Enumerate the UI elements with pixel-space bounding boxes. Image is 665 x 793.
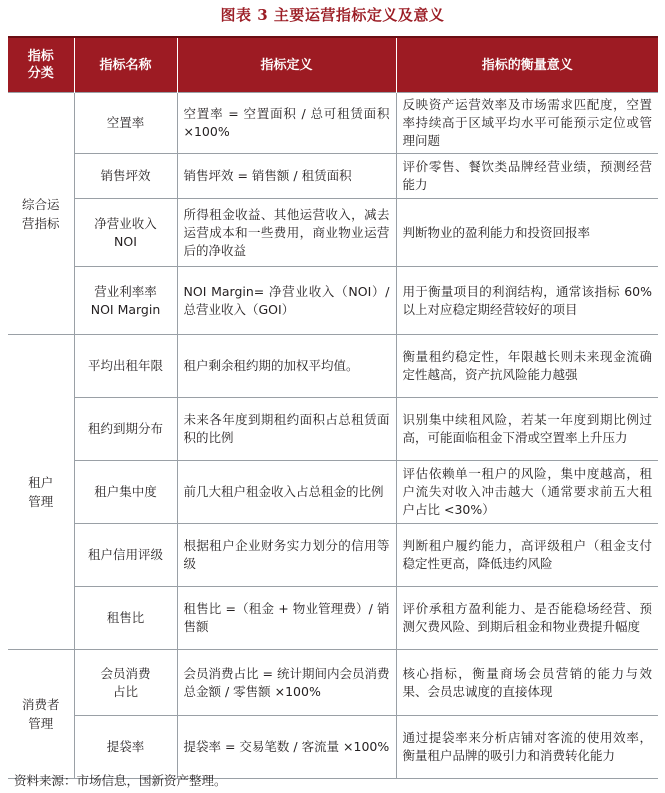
metric-definition: 空置率 = 空置面积 / 总可租赁面积 ×100% xyxy=(177,93,396,154)
metric-significance: 评价零售、餐饮类品牌经营业绩，预测经营能力 xyxy=(396,154,658,199)
category-cell: 综合运 营指标 xyxy=(8,93,74,335)
metric-definition: 销售坪效 = 销售额 / 租赁面积 xyxy=(177,154,396,199)
metric-name: 租户集中度 xyxy=(74,461,177,524)
metric-name: 提袋率 xyxy=(74,716,177,779)
metric-definition: 前几大租户租金收入占总租金的比例 xyxy=(177,461,396,524)
table-row xyxy=(8,199,658,267)
metric-name: 营业利率率 NOI Margin xyxy=(74,267,177,335)
metric-significance: 识别集中续租风险，若某一年度到期比例过高，可能面临租金下滑或空置率上升压力 xyxy=(396,398,658,461)
metric-definition: 根据租户企业财务实力划分的信用等级 xyxy=(177,524,396,587)
metric-name: 租约到期分布 xyxy=(74,398,177,461)
header-significance: 指标的衡量意义 xyxy=(396,37,658,93)
category-cell: 消费者 管理 xyxy=(8,650,74,779)
table-row xyxy=(8,716,658,779)
table-row xyxy=(8,335,658,398)
header-name: 指标名称 xyxy=(74,37,177,93)
metric-name: 空置率 xyxy=(74,93,177,154)
metric-name: 平均出租年限 xyxy=(74,335,177,398)
metric-significance: 反映资产运营效率及市场需求匹配度，空置率持续高于区域平均水平可能预示定位或管理问题 xyxy=(396,93,658,154)
table-row xyxy=(8,461,658,524)
header-row xyxy=(8,37,658,93)
table-row xyxy=(8,524,658,587)
metric-definition: 租户剩余租约期的加权平均值。 xyxy=(177,335,396,398)
metric-significance: 判断租户履约能力，高评级租户（租金支付稳定性更高，降低违约风险 xyxy=(396,524,658,587)
table-row xyxy=(8,650,658,716)
metric-significance: 评价承租方盈利能力、是否能稳场经营、预测欠费风险、到期后租金和物业费提升幅度 xyxy=(396,587,658,650)
table-row xyxy=(8,587,658,650)
metric-definition: NOI Margin= 净营业收入（NOI）/ 总营业收入（GOI） xyxy=(177,267,396,335)
metric-significance: 衡量租约稳定性，年限越长则未来现金流确定性越高，资产抗风险能力越强 xyxy=(396,335,658,398)
metric-name: 租户信用评级 xyxy=(74,524,177,587)
metric-definition: 提袋率 = 交易笔数 / 客流量 ×100% xyxy=(177,716,396,779)
metric-definition: 未来各年度到期租约面积占总租赁面积的比例 xyxy=(177,398,396,461)
header-category: 指标 分类 xyxy=(8,37,74,93)
category-cell: 租户 管理 xyxy=(8,335,74,650)
table-row xyxy=(8,267,658,335)
table-row xyxy=(8,93,658,154)
table-row xyxy=(8,398,658,461)
metric-name: 销售坪效 xyxy=(74,154,177,199)
metric-significance: 判断物业的盈利能力和投资回报率 xyxy=(396,199,658,267)
metrics-table xyxy=(8,36,658,779)
metric-name: 净营业收入 NOI xyxy=(74,199,177,267)
metric-significance: 核心指标，衡量商场会员营销的能力与效果、会员忠诚度的直接体现 xyxy=(396,650,658,716)
metric-definition: 所得租金收益、其他运营收入，减去运营成本和一些费用，商业物业运营后的净收益 xyxy=(177,199,396,267)
metric-definition: 会员消费占比 = 统计期间内会员消费总金额 / 零售额 ×100% xyxy=(177,650,396,716)
source-note: 资料来源：市场信息，国新资产整理。 xyxy=(14,773,227,788)
table-title: 图表 3 主要运营指标定义及意义 xyxy=(220,6,445,24)
metric-definition: 租售比 =（租金 + 物业管理费）/ 销售额 xyxy=(177,587,396,650)
metric-name: 租售比 xyxy=(74,587,177,650)
metric-significance: 评估依赖单一租户的风险，集中度越高，租户流失对收入冲击越大（通常要求前五大租户占比 <30%） xyxy=(396,461,658,524)
metric-significance: 用于衡量项目的利润结构，通常该指标 60% 以上对应稳定期经营较好的项目 xyxy=(396,267,658,335)
table-row xyxy=(8,154,658,199)
header-definition: 指标定义 xyxy=(177,37,396,93)
metric-name: 会员消费 占比 xyxy=(74,650,177,716)
metric-significance: 通过提袋率来分析店铺对客流的使用效率，衡量租户品牌的吸引力和消费转化能力 xyxy=(396,716,658,779)
